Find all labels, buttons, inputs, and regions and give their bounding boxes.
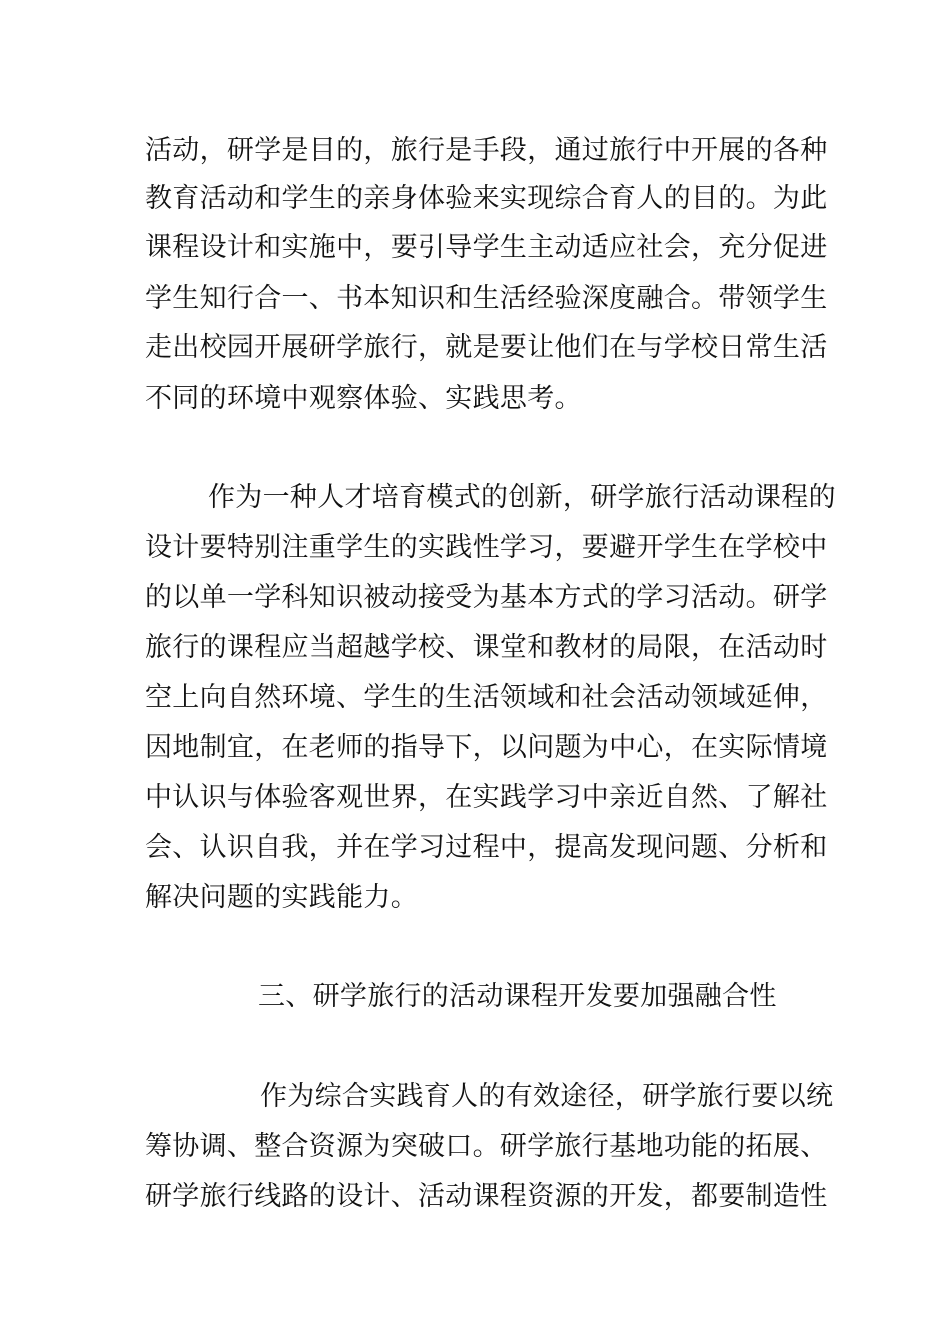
paragraph-line: 作为综合实践育人的有效途径，研学旅行要以统 xyxy=(260,1081,834,1112)
paragraph-line: 解决问题的实践能力。 xyxy=(145,882,418,913)
paragraph-line: 中认识与体验客观世界，在实践学习中亲近自然、了解社 xyxy=(145,782,828,813)
section-heading: 三、研学旅行的活动课程开发要加强融合性 xyxy=(258,981,777,1012)
paragraph-line: 研学旅行线路的设计、活动课程资源的开发，都要制造性 xyxy=(145,1181,828,1212)
paragraph-line: 作为一种人才培育模式的创新，研学旅行活动课程的 xyxy=(208,482,836,513)
paragraph-line: 不同的环境中观察体验、实践思考。 xyxy=(145,383,582,414)
paragraph-line: 课程设计和实施中，要引导学生主动适应社会，充分促进 xyxy=(145,232,828,263)
paragraph-line: 旅行的课程应当超越学校、课堂和教材的局限，在活动时 xyxy=(145,632,828,663)
paragraph-line: 教育活动和学生的亲身体验来实现综合育人的目的。为此 xyxy=(145,183,828,214)
paragraph-line: 活动，研学是目的，旅行是手段，通过旅行中开展的各种 xyxy=(145,135,828,166)
paragraph-line: 学生知行合一、书本知识和生活经验深度融合。带领学生 xyxy=(145,283,828,314)
paragraph-line: 空上向自然环境、学生的生活领域和社会活动领域延伸， xyxy=(145,682,828,713)
paragraph-line: 会、认识自我，并在学习过程中，提高发现问题、分析和 xyxy=(145,832,828,863)
paragraph-line: 筹协调、整合资源为突破口。研学旅行基地功能的拓展、 xyxy=(145,1131,828,1162)
paragraph-line: 因地制宜，在老师的指导下，以问题为中心，在实际情境 xyxy=(145,732,828,763)
paragraph-line: 走出校园开展研学旅行，就是要让他们在与学校日常生活 xyxy=(145,332,828,363)
paragraph-line: 的以单一学科知识被动接受为基本方式的学习活动。研学 xyxy=(145,582,828,613)
paragraph-line: 设计要特别注重学生的实践性学习，要避开学生在学校中 xyxy=(145,532,828,563)
